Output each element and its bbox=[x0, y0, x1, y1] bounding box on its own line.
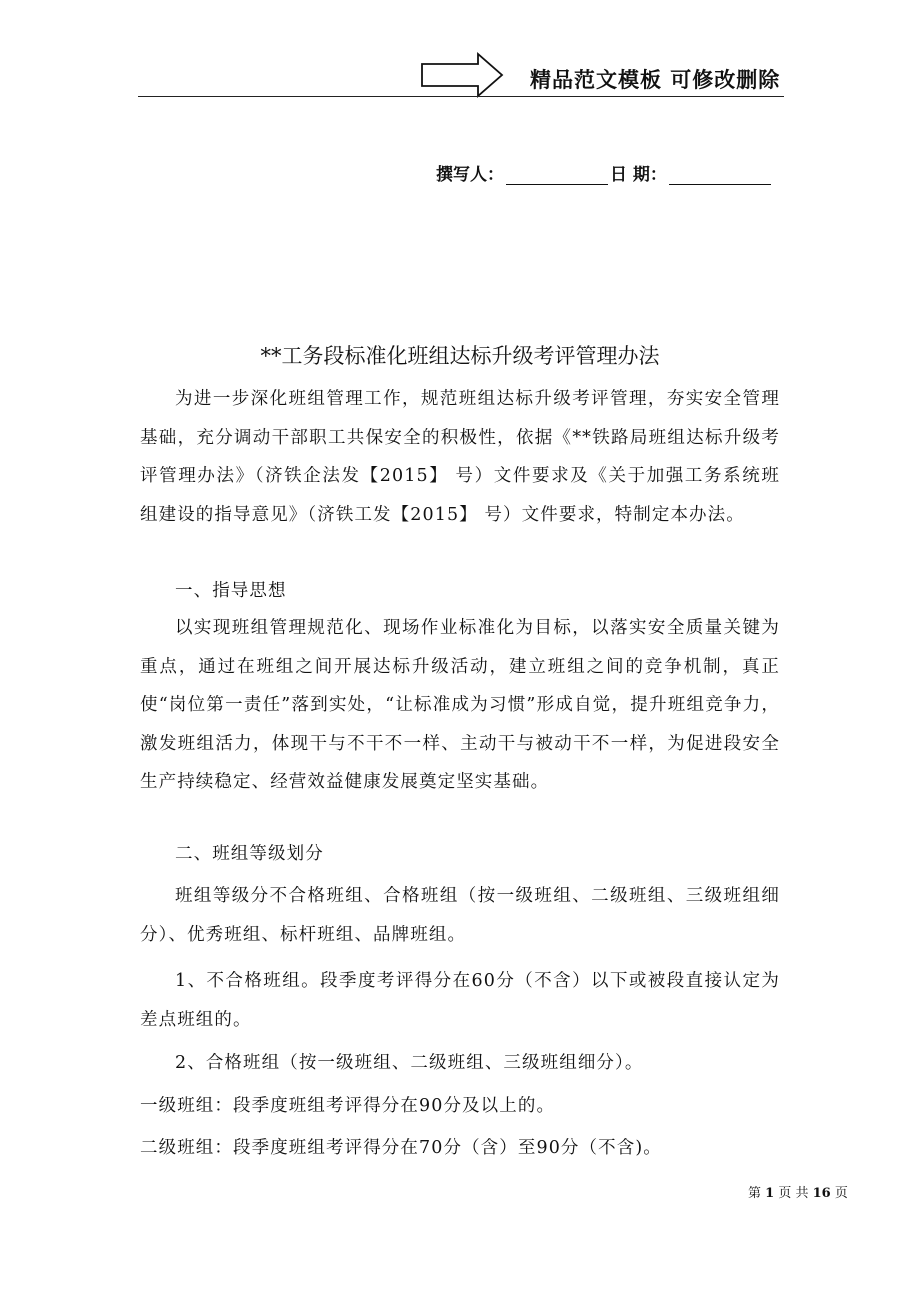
paragraph-unqualified: 1、不合格班组。段季度考评得分在60分（不含）以下或被段直接认定为差点班组的。 bbox=[140, 971, 780, 1030]
author-blank bbox=[506, 166, 608, 185]
footer-middle: 页 共 bbox=[778, 1186, 809, 1201]
author-label: 撰写人： bbox=[436, 165, 504, 185]
paragraph-level-2: 二级班组：段季度班组考评得分在70分（含）至90分（不含)。 bbox=[140, 1138, 662, 1158]
page-total: 16 bbox=[812, 1186, 831, 1201]
footer-suffix: 页 bbox=[834, 1186, 848, 1201]
paragraph-qualified: 2、合格班组（按一级班组、二级班组、三级班组细分）。 bbox=[175, 1053, 644, 1073]
paragraph-guiding-thought: 以实现班组管理规范化、现场作业标准化为目标，以落实安全质量关键为重点，通过在班组之间开展达标升级活动，建立班组之间的竞争机制，真正使“岗位第一责任”落到实处，“让标准成为习惯”形成自觉，提升班组竞争力，激发班组活力，体现干与不干不一样、主动干与被动干不一样，为促进段安全生产持续稳定、经营效益健康发展奠定坚实基础。 bbox=[140, 618, 780, 792]
section-heading-2: 二、班组等级划分 bbox=[175, 844, 324, 864]
page-number: 1 bbox=[765, 1186, 775, 1201]
paragraph-grade-division: 班组等级分不合格班组、合格班组（按一级班组、二级班组、三级班组细分）、优秀班组、标杆班组、品牌班组。 bbox=[140, 886, 780, 945]
header-title: 精品范文模板 可修改删除 bbox=[530, 68, 781, 92]
section-heading-1: 一、指导思想 bbox=[175, 581, 287, 601]
signature-line bbox=[436, 160, 773, 185]
date-blank bbox=[669, 166, 771, 185]
paragraph-intro: 为进一步深化班组管理工作，规范班组达标升级考评管理，夯实安全管理基础，充分调动干部职工共保安全的积极性，依据《**铁路局班组达标升级考评管理办法》（济铁企法发【2015】 号）文件要求及《关于加强工务系统班组建设的指导意见》（济铁工发【2015】 号）文件要求，特制定本办法。 bbox=[140, 389, 780, 525]
footer-prefix: 第 bbox=[748, 1186, 762, 1201]
header-divider bbox=[138, 96, 784, 97]
arrow-icon bbox=[420, 52, 504, 98]
page-footer bbox=[748, 1182, 848, 1201]
date-label: 日 期： bbox=[610, 165, 667, 185]
paragraph-level-1: 一级班组：段季度班组考评得分在90分及以上的。 bbox=[140, 1096, 556, 1116]
document-title: **工务段标准化班组达标升级考评管理办法 bbox=[260, 344, 660, 368]
